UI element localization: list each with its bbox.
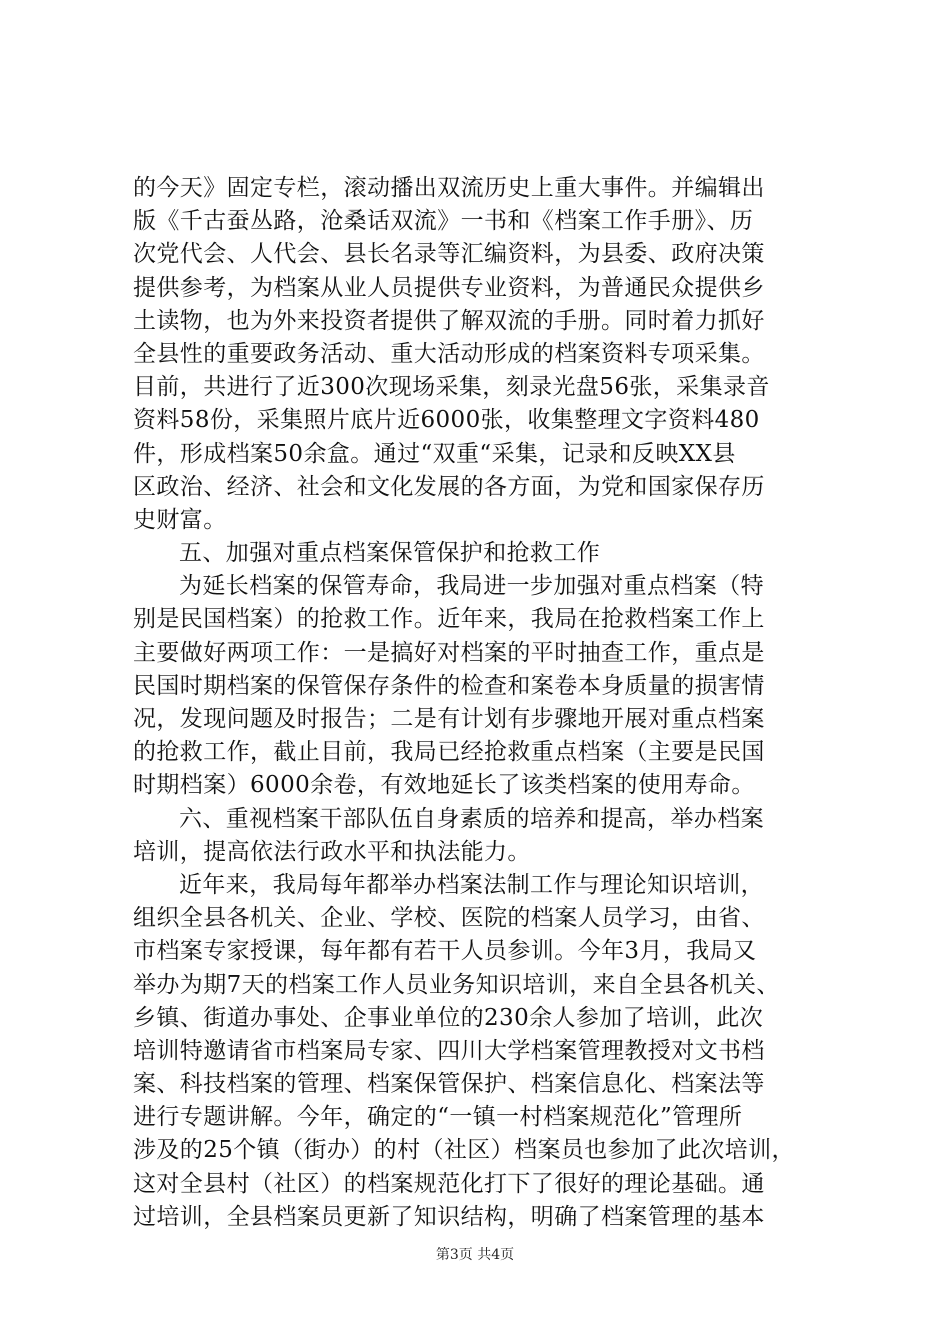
- text-line: 主要做好两项工作：一是搞好对档案的平时抽查工作，重点是: [133, 639, 765, 666]
- text-line: 区政治、经济、社会和文化发展的各方面，为党和国家保存历: [133, 473, 765, 500]
- text-line: 市档案专家授课，每年都有若干人员参训。今年3月，我局又: [133, 938, 757, 965]
- section-heading: 五、加强对重点档案保管保护和抢救工作: [179, 540, 601, 567]
- text-line: 这对全县村（社区）的档案规范化打下了很好的理论基础。通: [133, 1170, 765, 1197]
- text-line: 件，形成档案50余盒。通过“双重“采集，记录和反映XX县: [133, 440, 736, 467]
- text-line: 的抢救工作，截止目前，我局已经抢救重点档案（主要是民国: [133, 739, 765, 766]
- document-body: [133, 172, 827, 1234]
- text-line: 全县性的重要政务活动、重大活动形成的档案资料专项采集。: [133, 340, 765, 367]
- text-line: 土读物，也为外来投资者提供了解双流的手册。同时着力抓好: [133, 307, 765, 334]
- text-line: 案、科技档案的管理、档案保管保护、档案信息化、档案法等: [133, 1071, 765, 1098]
- text-line: 版《千古蚕丛路，沧桑话双流》一书和《档案工作手册》、历: [133, 208, 754, 235]
- text-line: 培训特邀请省市档案局专家、四川大学档案管理教授对文书档: [133, 1037, 765, 1064]
- text-line: 进行专题讲解。今年，确定的“一镇一村档案规范化”管理所: [133, 1104, 743, 1131]
- text-line: 涉及的25个镇（街办）的村（社区）档案员也参加了此次培训，: [133, 1137, 795, 1164]
- text-line: 的今天》固定专栏，滚动播出双流历史上重大事件。并编辑出: [133, 175, 765, 201]
- text-line: 资料58份，采集照片底片近6000张，收集整理文字资料480: [133, 407, 760, 434]
- page-number-footer: 第3页 共4页: [435, 1247, 515, 1263]
- text-line: 培训，提高依法行政水平和执法能力。: [133, 838, 531, 865]
- text-line: 举办为期7天的档案工作人员业务知识培训，来自全县各机关、: [133, 971, 780, 998]
- text-line: 况，发现问题及时报告；二是有计划有步骤地开展对重点档案: [133, 706, 765, 732]
- text-line: 目前，共进行了近300次现场采集，刻录光盘56张，采集录音: [133, 374, 770, 401]
- paragraph-first-line: 近年来，我局每年都举办档案法制工作与理论知识培训，: [179, 871, 764, 898]
- text-line: 时期档案）6000余卷，有效地延长了该类档案的使用寿命。: [133, 772, 755, 799]
- text-line: 提供参考，为档案从业人员提供专业资料，为普通民众提供乡: [133, 274, 765, 301]
- text-line: 民国时期档案的保管保存条件的检查和案卷本身质量的损害情: [133, 672, 765, 699]
- text-line: 别是民国档案）的抢救工作。近年来，我局在抢救档案工作上: [133, 606, 765, 633]
- text-line: 乡镇、街道办事处、企事业单位的230余人参加了培训，此次: [133, 1004, 764, 1031]
- text-line: 次党代会、人代会、县长名录等汇编资料，为县委、政府决策: [133, 241, 765, 268]
- text-line: 史财富。: [133, 506, 227, 533]
- paragraph-first-line: 为延长档案的保管寿命，我局进一步加强对重点档案（特: [179, 573, 764, 600]
- text-line: 过培训，全县档案员更新了知识结构，明确了档案管理的基本: [133, 1203, 765, 1230]
- text-line: 组织全县各机关、企业、学校、医院的档案人员学习，由省、: [133, 905, 765, 932]
- section-heading: 六、重视档案干部队伍自身素质的培养和提高，举办档案: [179, 805, 764, 832]
